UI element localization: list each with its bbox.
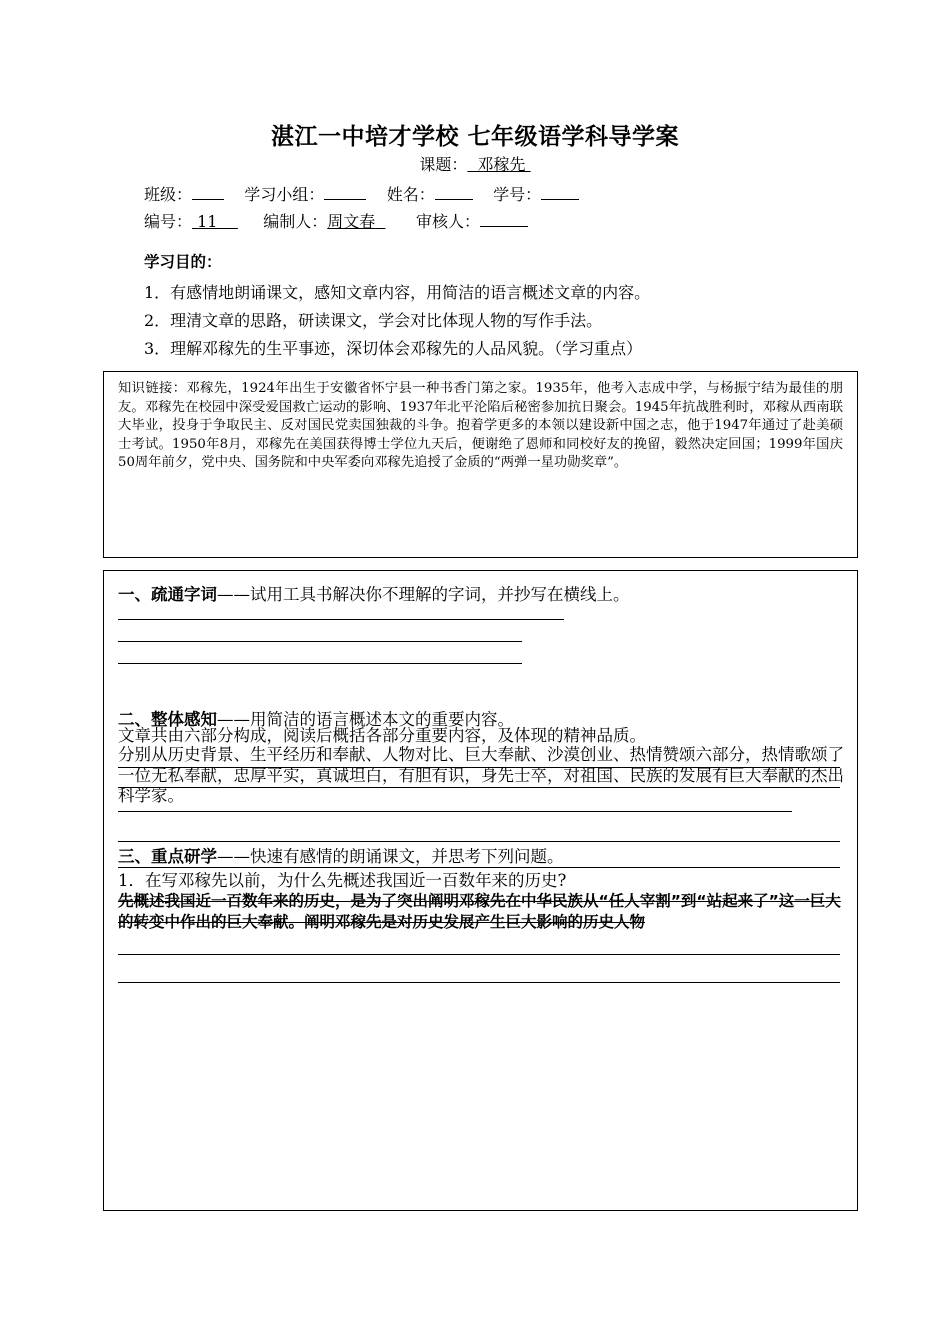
exercise-box [103, 570, 858, 1211]
serial-value: 11 [197, 212, 218, 231]
answer-line[interactable] [118, 867, 840, 868]
student-info-row [144, 182, 579, 205]
knowledge-text: 知识链接：邓稼先，1924年出生于安徽省怀宁县一种书香门第之家。1935年，他考入志成中学，与杨振宁结为最佳的朋友。邓稼先在校园中深受爱国救亡运动的影响、1937年北平沦陷后秘密参加抗日聚会。1945年抗战胜利时，邓稼从西南联大毕业，投身于争取民主、反对国民党卖国独裁的斗争。抱着学更多的本领以建设新中国之志，他于1947年通过了赴美硕士考试。1950年8月，邓稼先在美国获得博士学位九天后，便谢绝了恩师和同校好友的挽留，毅然决定回国；1999年国庆50周年前夕，党中央、国务院和中央军委向邓稼先追授了金质的“两弹一星功勋奖章”。 [118, 381, 843, 470]
section2-instruction: 用简洁的语言概述本文的重要内容。 [250, 710, 514, 729]
topic-label: 课题： [419, 155, 468, 174]
goals-heading: 学习目的： [144, 253, 222, 271]
answer-line[interactable] [118, 641, 522, 642]
section3-dash: —— [217, 847, 250, 866]
knowledge-box [103, 371, 858, 558]
goal-item: 3．理解邓稼先的生平事迹，深切体会邓稼先的人品风貌。（学习重点） [144, 339, 643, 358]
editor-value: 周文春 [327, 212, 376, 231]
answer-line [118, 787, 840, 788]
section1-dash: —— [217, 585, 250, 604]
answer-line[interactable] [118, 954, 840, 955]
number-label: 学号： [493, 185, 542, 204]
page-title: 湛江一中培才学校 七年级语学科导学案 [270, 124, 679, 150]
section3-header [118, 843, 564, 867]
answer-line[interactable] [118, 841, 840, 842]
class-label: 班级： [144, 185, 193, 204]
section2-title: 二、整体感知 [118, 710, 217, 729]
section2-answer: 分别从历史背景、生平经历和奉献、人物对比、巨大奉献、沙漠创业、热情赞颂六部分，热情歌颂了一位无私奉献，忠厚平实，真诚坦白，有胆有识，身先士卒，对祖国、民族的发展有巨大奉献的杰出科学家。 [118, 745, 844, 805]
class-field[interactable] [192, 185, 224, 200]
section3-question: 1．在写邓稼先以前，为什么先概述我国近一百数年来的历史? [118, 871, 567, 890]
document-info-row [144, 209, 528, 232]
group-label: 学习小组： [244, 185, 325, 204]
answer-line[interactable] [118, 811, 792, 812]
section1-instruction: 试用工具书解决你不理解的字词，并抄写在横线上。 [250, 585, 630, 604]
reviewer-label: 审核人： [415, 212, 480, 231]
answer-line[interactable] [118, 663, 522, 664]
goal-item: 1．有感情地朗诵课文，感知文章内容，用简洁的语言概述文章的内容。 [144, 283, 651, 302]
answer-line[interactable] [118, 982, 840, 983]
topic-value: 邓稼先 [477, 155, 526, 174]
group-field[interactable] [324, 185, 366, 200]
serial-label: 编号： [144, 212, 193, 231]
section2-dash: —— [217, 710, 250, 729]
answer-line [118, 767, 840, 768]
section2-prompt: 文章共由六部分构成，阅读后概括各部分重要内容，及体现的精神品质。 [118, 726, 646, 745]
section3-answer: 先概述我国近一百数年来的历史，是为了突出阐明邓稼先在中华民族从“任人宰割”到“站起来了”这一巨大的转变中作出的巨大奉献。阐明邓稼先是对历史发展产生巨大影响的历史人物 [118, 892, 841, 931]
answer-line[interactable] [118, 619, 564, 620]
goal-item: 2．理清文章的思路，研读课文，学会对比体现人物的写作手法。 [144, 311, 603, 330]
section3-title: 三、重点研学 [118, 847, 217, 866]
name-field[interactable] [435, 185, 473, 200]
number-field[interactable] [541, 185, 579, 200]
reviewer-field[interactable] [480, 212, 528, 227]
editor-label: 编制人： [263, 212, 328, 231]
section1-header [118, 581, 630, 605]
name-label: 姓名： [386, 185, 435, 204]
section1-title: 一、疏通字词 [118, 585, 217, 604]
section3-instruction: 快速有感情的朗诵课文，并思考下列问题。 [250, 847, 564, 866]
topic-line [0, 152, 950, 175]
